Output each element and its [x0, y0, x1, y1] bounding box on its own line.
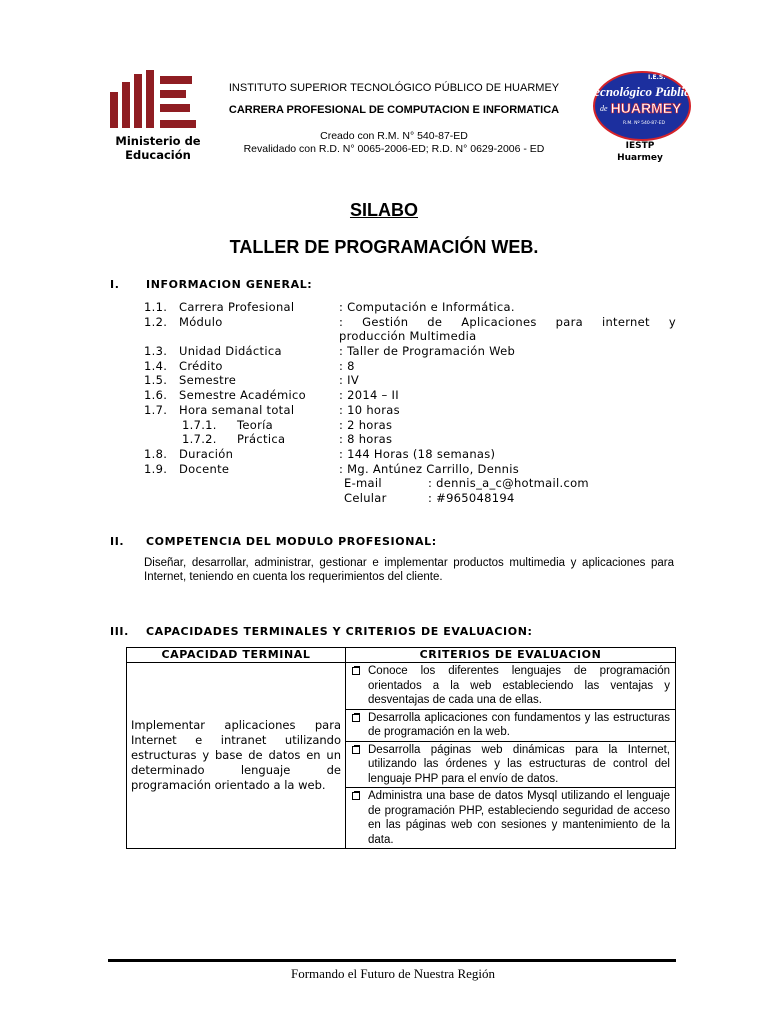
- seal-name-line-1: Tecnológico Público: [587, 84, 696, 99]
- career-name: CARRERA PROFESIONAL DE COMPUTACION E INFORMATICA: [228, 104, 560, 116]
- module-word: y: [668, 314, 676, 329]
- info-row-email: [144, 476, 676, 491]
- iestp-caption: [612, 140, 668, 164]
- general-info-list: [144, 300, 676, 506]
- module-word: Aplicaciones: [461, 314, 537, 329]
- criteria-cell: [346, 741, 676, 788]
- info-label: Semestre: [179, 373, 237, 388]
- section-2-title: COMPETENCIA DEL MODULO PROFESIONAL:: [146, 535, 437, 548]
- section-2-number: II.: [110, 535, 125, 548]
- criteria-cell: [346, 709, 676, 741]
- info-value: [339, 315, 676, 330]
- info-number: 1.2.: [144, 314, 168, 329]
- info-label: Teoría: [237, 417, 273, 432]
- info-value: : Computación e Informática.: [339, 300, 515, 314]
- module-word: internet: [601, 314, 650, 329]
- info-row-credit: [144, 359, 676, 374]
- info-value-continued: producción Multimedia: [339, 329, 477, 344]
- checkbox-bullet-icon: [352, 746, 360, 754]
- info-label: Semestre Académico: [179, 388, 306, 403]
- info-row-module-continued: [144, 329, 676, 344]
- info-value: : 2 horas: [339, 417, 393, 432]
- criteria-item: [346, 742, 675, 788]
- criteria-text: Conoce los diferentes lenguajes de programación orientados a la web estableciendo las ventajas y desventajas de cada una de ellas.: [368, 665, 670, 706]
- criteria-text: Administra una base de datos Mysql utilizando el lenguaje de programación PHP, estableciendo seguridad de acceso en las páginas web con sesiones y mantenimiento de la data.: [368, 790, 670, 846]
- info-number: 1.3.: [144, 344, 168, 359]
- section-2-heading: [110, 535, 437, 548]
- info-row-semester: [144, 373, 676, 388]
- table-header-row: [127, 648, 676, 663]
- info-row-module: [144, 315, 676, 330]
- email-label: E-mail: [344, 476, 382, 491]
- info-value: : 2014 – II: [339, 388, 399, 403]
- seal-rm: R.M. Nº 540-87-ED: [623, 121, 665, 126]
- criteria-cell: [346, 788, 676, 849]
- course-title: TALLER DE PROGRAMACIÓN WEB.: [229, 237, 539, 257]
- email-value: : dennis_a_c@hotmail.com: [428, 476, 589, 491]
- iestp-line-1: IESTP: [625, 141, 655, 151]
- module-word: para: [555, 314, 583, 329]
- ministry-line-2: Educación: [125, 148, 191, 162]
- info-value: : IV: [339, 373, 359, 388]
- info-label: Módulo: [179, 314, 223, 329]
- document-title: SILABO: [349, 200, 418, 220]
- iestp-line-2: Huarmey: [617, 153, 663, 163]
- seal-name-line-2: HUARMEY: [610, 100, 682, 116]
- info-row-duration: [144, 447, 676, 462]
- module-word: :: [339, 314, 344, 329]
- info-number: 1.9.: [144, 461, 168, 476]
- info-value: : 8 horas: [339, 432, 393, 447]
- info-number: 1.7.: [144, 402, 168, 417]
- info-value: : Taller de Programación Web: [339, 344, 516, 359]
- info-number: 1.1.: [144, 300, 168, 314]
- info-row-practice: [144, 432, 676, 447]
- info-label: Docente: [179, 461, 230, 476]
- criteria-cell: [346, 663, 676, 710]
- info-label: Práctica: [237, 432, 286, 447]
- criteria-text: Desarrolla aplicaciones con fundamentos y las estructuras de programación en la web.: [368, 711, 670, 738]
- info-number: 1.6.: [144, 388, 168, 403]
- table-row: [127, 663, 676, 710]
- ministry-logo: [98, 70, 218, 162]
- section-3-heading: [110, 625, 533, 638]
- table-header-criteria: CRITERIOS DE EVALUACION: [346, 648, 676, 663]
- competence-text: Diseñar, desarrollar, administrar, gestionar e implementar productos multimedia y aplicaciones para Internet, teniendo en cuenta los requerimientos del cliente.: [144, 557, 674, 583]
- footer-motto: Formando el Futuro de Nuestra Región: [291, 966, 495, 981]
- institute-header: [216, 82, 572, 156]
- info-label: Hora semanal total: [179, 402, 295, 417]
- section-3-number: III.: [110, 625, 129, 638]
- capacities-table: [126, 647, 676, 849]
- seal-de: de: [600, 104, 608, 113]
- footer-divider: [108, 959, 676, 962]
- criteria-item: [346, 710, 675, 741]
- info-row-phone: [144, 491, 676, 506]
- criteria-text: Desarrolla páginas web dinámicas para la Internet, utilizando las órdenes y las estructuras de control del lenguaje PHP para el envío de datos.: [368, 743, 670, 785]
- ministry-bars-icon: [104, 70, 214, 132]
- info-row-theory: [144, 418, 676, 433]
- institute-name: INSTITUTO SUPERIOR TECNOLÓGICO PÚBLICO DE HUARMEY: [228, 82, 560, 94]
- info-label: Duración: [179, 446, 234, 461]
- seal-ies: I.E.S.: [648, 74, 666, 81]
- phone-value: : #965048194: [428, 490, 515, 505]
- checkbox-bullet-icon: [352, 667, 360, 675]
- info-number: 1.4.: [144, 358, 168, 373]
- info-value: : 10 horas: [339, 402, 400, 417]
- table-header-capacity: CAPACIDAD TERMINAL: [127, 648, 346, 663]
- info-value: : Mg. Antúnez Carrillo, Dennis: [339, 461, 520, 476]
- section-3-title: CAPACIDADES TERMINALES Y CRITERIOS DE EVALUACION:: [146, 625, 533, 638]
- info-row-academic-semester: [144, 388, 676, 403]
- section-1-heading: [110, 278, 312, 291]
- section-1-number: I.: [110, 278, 120, 291]
- info-row-career: [144, 300, 676, 315]
- phone-label: Celular: [344, 490, 387, 505]
- info-number: 1.5.: [144, 373, 168, 388]
- info-label: Unidad Didáctica: [179, 344, 282, 359]
- creation-resolution: Creado con R.M. N° 540-87-ED: [320, 130, 468, 142]
- section-1-title: INFORMACION GENERAL:: [146, 278, 313, 291]
- info-row-teacher: [144, 462, 676, 477]
- info-value: : 144 Horas (18 semanas): [339, 446, 496, 461]
- module-word: de: [427, 314, 443, 329]
- info-label: Carrera Profesional: [179, 300, 295, 314]
- criteria-item: [346, 663, 675, 709]
- module-word: Gestión: [362, 314, 409, 329]
- checkbox-bullet-icon: [352, 792, 360, 800]
- ministry-line-1: Ministerio de: [115, 134, 201, 148]
- info-number: 1.7.2.: [182, 432, 217, 447]
- info-label: Crédito: [179, 358, 223, 373]
- info-row-unit: [144, 344, 676, 359]
- revalidation-resolution: Revalidado con R.D. N° 0065-2006-ED; R.D. N° 0629-2006 - ED: [243, 143, 545, 155]
- info-value: : 8: [339, 358, 355, 373]
- capacity-cell: Implementar aplicaciones para Internet e intranet utilizando estructuras y base de datos en un determinado lenguaje de programación orientado a la web.: [127, 663, 346, 849]
- criteria-item: [346, 788, 675, 848]
- info-number: 1.7.1.: [182, 417, 217, 432]
- checkbox-bullet-icon: [352, 714, 360, 722]
- info-row-weekly-hours: [144, 403, 676, 418]
- info-number: 1.8.: [144, 446, 168, 461]
